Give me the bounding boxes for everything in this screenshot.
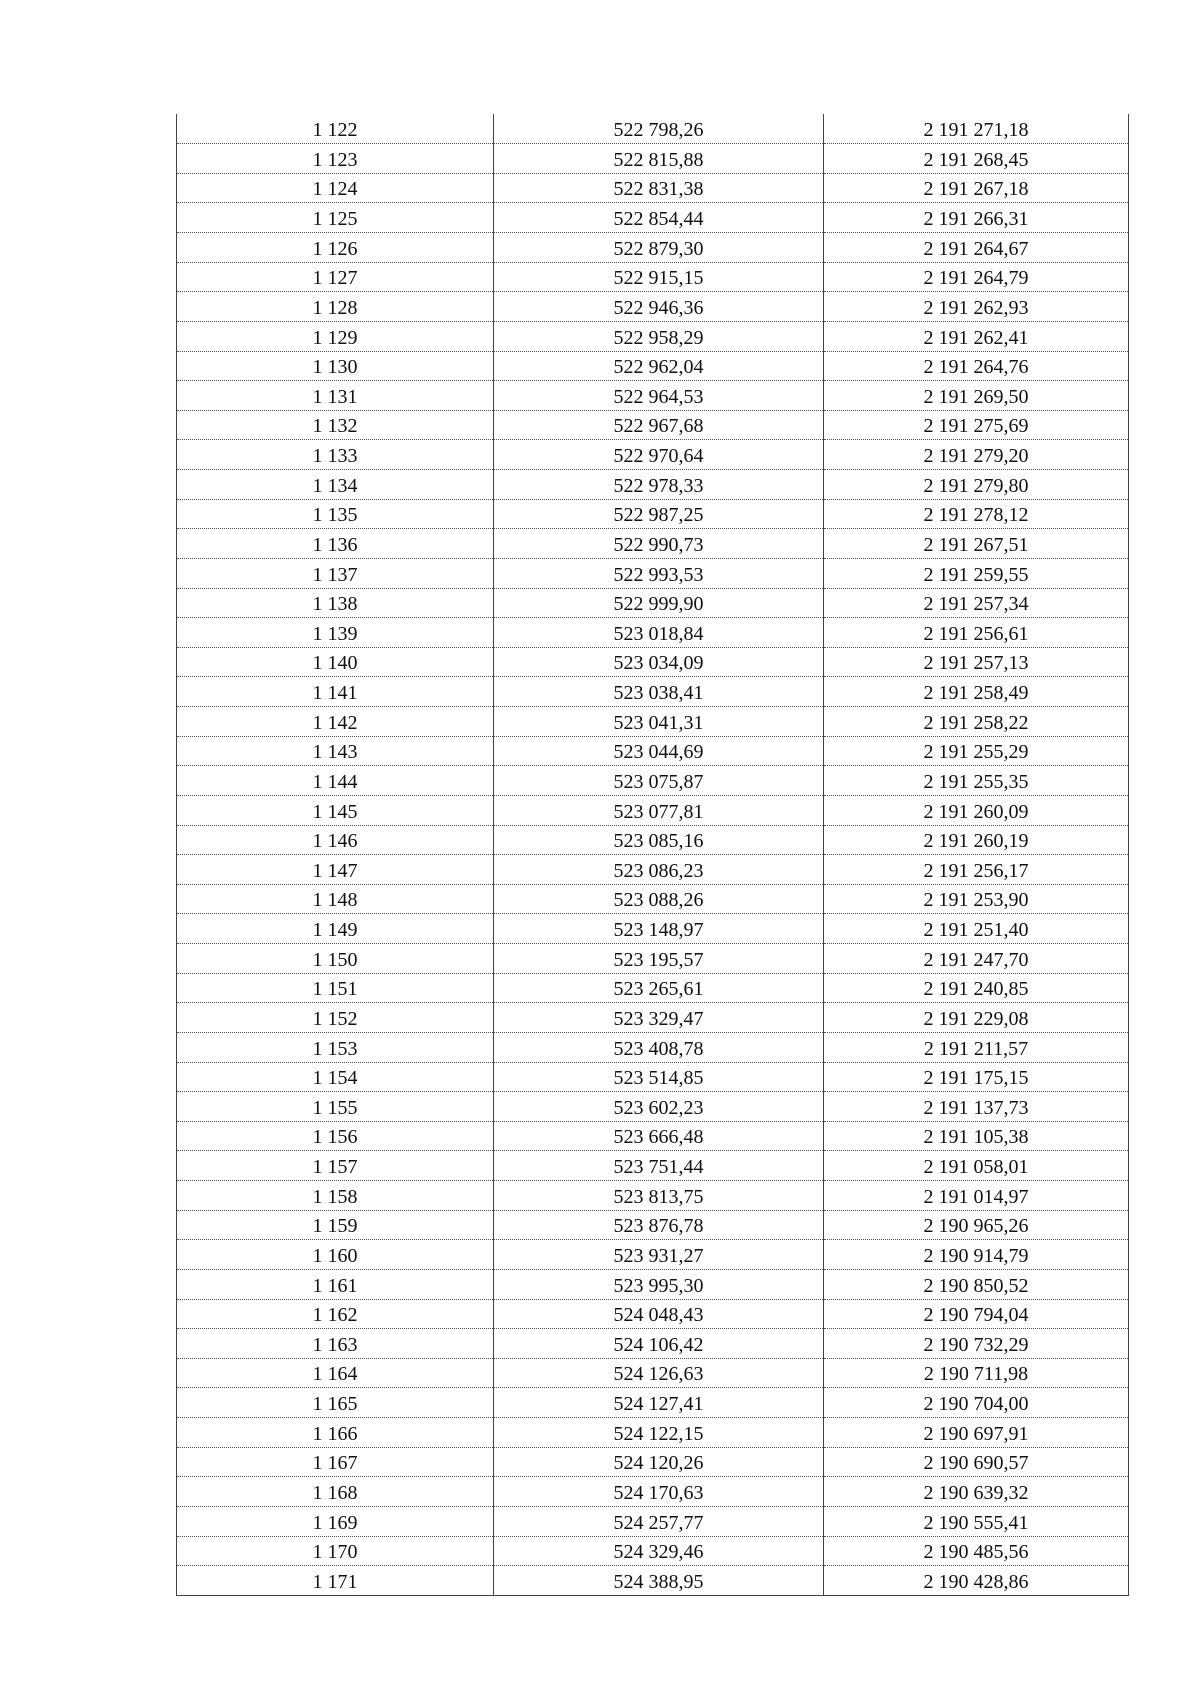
y-coordinate-cell: 2 191 105,38 <box>824 1121 1129 1151</box>
x-coordinate-cell: 523 077,81 <box>494 795 824 825</box>
y-coordinate-cell: 2 191 257,13 <box>824 647 1129 677</box>
x-coordinate-cell: 523 265,61 <box>494 973 824 1003</box>
point-number-cell: 1 151 <box>177 973 494 1003</box>
point-number-cell: 1 170 <box>177 1536 494 1566</box>
point-number-cell: 1 153 <box>177 1032 494 1062</box>
table-row <box>177 766 1129 796</box>
point-number-cell: 1 136 <box>177 529 494 559</box>
table-row <box>177 529 1129 559</box>
y-coordinate-cell: 2 190 704,00 <box>824 1388 1129 1418</box>
table-row <box>177 588 1129 618</box>
point-number-cell: 1 134 <box>177 470 494 500</box>
table-row <box>177 736 1129 766</box>
x-coordinate-cell: 524 170,63 <box>494 1477 824 1507</box>
x-coordinate-cell: 523 602,23 <box>494 1092 824 1122</box>
x-coordinate-cell: 523 329,47 <box>494 1003 824 1033</box>
coordinates-table-body <box>177 114 1129 1595</box>
point-number-cell: 1 133 <box>177 440 494 470</box>
point-number-cell: 1 145 <box>177 795 494 825</box>
table-row <box>177 381 1129 411</box>
x-coordinate-cell: 524 127,41 <box>494 1388 824 1418</box>
x-coordinate-cell: 523 086,23 <box>494 855 824 885</box>
table-row <box>177 1329 1129 1359</box>
point-number-cell: 1 138 <box>177 588 494 618</box>
point-number-cell: 1 168 <box>177 1477 494 1507</box>
x-coordinate-cell: 522 946,36 <box>494 292 824 322</box>
y-coordinate-cell: 2 191 269,50 <box>824 381 1129 411</box>
x-coordinate-cell: 523 148,97 <box>494 914 824 944</box>
table-row <box>177 1240 1129 1270</box>
x-coordinate-cell: 524 126,63 <box>494 1358 824 1388</box>
x-coordinate-cell: 522 798,26 <box>494 114 824 144</box>
y-coordinate-cell: 2 190 690,57 <box>824 1447 1129 1477</box>
table-row <box>177 973 1129 1003</box>
table-row <box>177 795 1129 825</box>
x-coordinate-cell: 524 120,26 <box>494 1447 824 1477</box>
point-number-cell: 1 162 <box>177 1299 494 1329</box>
point-number-cell: 1 131 <box>177 381 494 411</box>
table-row <box>177 558 1129 588</box>
x-coordinate-cell: 522 970,64 <box>494 440 824 470</box>
table-row <box>177 292 1129 322</box>
x-coordinate-cell: 524 257,77 <box>494 1506 824 1536</box>
y-coordinate-cell: 2 190 697,91 <box>824 1418 1129 1448</box>
x-coordinate-cell: 522 854,44 <box>494 203 824 233</box>
y-coordinate-cell: 2 190 711,98 <box>824 1358 1129 1388</box>
table-row <box>177 825 1129 855</box>
y-coordinate-cell: 2 191 264,79 <box>824 262 1129 292</box>
x-coordinate-cell: 523 408,78 <box>494 1032 824 1062</box>
point-number-cell: 1 150 <box>177 944 494 974</box>
y-coordinate-cell: 2 191 264,76 <box>824 351 1129 381</box>
table-row <box>177 1003 1129 1033</box>
y-coordinate-cell: 2 190 850,52 <box>824 1269 1129 1299</box>
x-coordinate-cell: 524 388,95 <box>494 1566 824 1596</box>
x-coordinate-cell: 522 990,73 <box>494 529 824 559</box>
y-coordinate-cell: 2 191 014,97 <box>824 1181 1129 1211</box>
y-coordinate-cell: 2 191 262,93 <box>824 292 1129 322</box>
point-number-cell: 1 130 <box>177 351 494 381</box>
table-row <box>177 1299 1129 1329</box>
point-number-cell: 1 124 <box>177 173 494 203</box>
x-coordinate-cell: 524 122,15 <box>494 1418 824 1448</box>
x-coordinate-cell: 523 018,84 <box>494 618 824 648</box>
point-number-cell: 1 122 <box>177 114 494 144</box>
table-row <box>177 1151 1129 1181</box>
point-number-cell: 1 139 <box>177 618 494 648</box>
point-number-cell: 1 140 <box>177 647 494 677</box>
table-row <box>177 855 1129 885</box>
y-coordinate-cell: 2 191 258,22 <box>824 707 1129 737</box>
x-coordinate-cell: 522 958,29 <box>494 321 824 351</box>
table-row <box>177 351 1129 381</box>
point-number-cell: 1 135 <box>177 499 494 529</box>
y-coordinate-cell: 2 190 485,56 <box>824 1536 1129 1566</box>
table-row <box>177 618 1129 648</box>
x-coordinate-cell: 522 999,90 <box>494 588 824 618</box>
point-number-cell: 1 169 <box>177 1506 494 1536</box>
y-coordinate-cell: 2 191 279,20 <box>824 440 1129 470</box>
point-number-cell: 1 125 <box>177 203 494 233</box>
x-coordinate-cell: 523 038,41 <box>494 677 824 707</box>
table-row <box>177 470 1129 500</box>
point-number-cell: 1 148 <box>177 884 494 914</box>
table-row <box>177 440 1129 470</box>
x-coordinate-cell: 524 106,42 <box>494 1329 824 1359</box>
x-coordinate-cell: 522 964,53 <box>494 381 824 411</box>
point-number-cell: 1 147 <box>177 855 494 885</box>
point-number-cell: 1 161 <box>177 1269 494 1299</box>
point-number-cell: 1 160 <box>177 1240 494 1270</box>
point-number-cell: 1 165 <box>177 1388 494 1418</box>
point-number-cell: 1 127 <box>177 262 494 292</box>
point-number-cell: 1 137 <box>177 558 494 588</box>
x-coordinate-cell: 523 751,44 <box>494 1151 824 1181</box>
x-coordinate-cell: 522 967,68 <box>494 410 824 440</box>
y-coordinate-cell: 2 191 229,08 <box>824 1003 1129 1033</box>
y-coordinate-cell: 2 191 279,80 <box>824 470 1129 500</box>
x-coordinate-cell: 522 962,04 <box>494 351 824 381</box>
x-coordinate-cell: 524 329,46 <box>494 1536 824 1566</box>
point-number-cell: 1 129 <box>177 321 494 351</box>
point-number-cell: 1 152 <box>177 1003 494 1033</box>
point-number-cell: 1 126 <box>177 233 494 263</box>
y-coordinate-cell: 2 191 255,29 <box>824 736 1129 766</box>
table-row <box>177 410 1129 440</box>
table-row <box>177 1388 1129 1418</box>
y-coordinate-cell: 2 191 260,09 <box>824 795 1129 825</box>
y-coordinate-cell: 2 191 268,45 <box>824 144 1129 174</box>
table-row <box>177 1536 1129 1566</box>
point-number-cell: 1 149 <box>177 914 494 944</box>
table-row <box>177 1447 1129 1477</box>
point-number-cell: 1 154 <box>177 1062 494 1092</box>
table-row <box>177 1418 1129 1448</box>
y-coordinate-cell: 2 190 639,32 <box>824 1477 1129 1507</box>
x-coordinate-cell: 522 915,15 <box>494 262 824 292</box>
y-coordinate-cell: 2 190 794,04 <box>824 1299 1129 1329</box>
x-coordinate-cell: 523 085,16 <box>494 825 824 855</box>
y-coordinate-cell: 2 190 965,26 <box>824 1210 1129 1240</box>
y-coordinate-cell: 2 191 211,57 <box>824 1032 1129 1062</box>
y-coordinate-cell: 2 190 914,79 <box>824 1240 1129 1270</box>
x-coordinate-cell: 523 931,27 <box>494 1240 824 1270</box>
y-coordinate-cell: 2 191 256,17 <box>824 855 1129 885</box>
y-coordinate-cell: 2 191 266,31 <box>824 203 1129 233</box>
y-coordinate-cell: 2 191 058,01 <box>824 1151 1129 1181</box>
y-coordinate-cell: 2 191 275,69 <box>824 410 1129 440</box>
point-number-cell: 1 155 <box>177 1092 494 1122</box>
table-row <box>177 914 1129 944</box>
y-coordinate-cell: 2 191 175,15 <box>824 1062 1129 1092</box>
x-coordinate-cell: 522 993,53 <box>494 558 824 588</box>
y-coordinate-cell: 2 191 278,12 <box>824 499 1129 529</box>
table-row <box>177 1566 1129 1596</box>
y-coordinate-cell: 2 191 271,18 <box>824 114 1129 144</box>
y-coordinate-cell: 2 191 267,51 <box>824 529 1129 559</box>
x-coordinate-cell: 523 876,78 <box>494 1210 824 1240</box>
x-coordinate-cell: 522 978,33 <box>494 470 824 500</box>
y-coordinate-cell: 2 191 259,55 <box>824 558 1129 588</box>
point-number-cell: 1 167 <box>177 1447 494 1477</box>
point-number-cell: 1 156 <box>177 1121 494 1151</box>
x-coordinate-cell: 523 995,30 <box>494 1269 824 1299</box>
point-number-cell: 1 141 <box>177 677 494 707</box>
table-row <box>177 1477 1129 1507</box>
table-row <box>177 1062 1129 1092</box>
point-number-cell: 1 164 <box>177 1358 494 1388</box>
y-coordinate-cell: 2 191 247,70 <box>824 944 1129 974</box>
point-number-cell: 1 163 <box>177 1329 494 1359</box>
table-row <box>177 677 1129 707</box>
table-row <box>177 707 1129 737</box>
y-coordinate-cell: 2 191 260,19 <box>824 825 1129 855</box>
point-number-cell: 1 143 <box>177 736 494 766</box>
table-row <box>177 647 1129 677</box>
coordinates-table <box>176 114 1129 1596</box>
table-row <box>177 1210 1129 1240</box>
table-row <box>177 499 1129 529</box>
point-number-cell: 1 166 <box>177 1418 494 1448</box>
y-coordinate-cell: 2 191 258,49 <box>824 677 1129 707</box>
x-coordinate-cell: 523 075,87 <box>494 766 824 796</box>
table-row <box>177 203 1129 233</box>
y-coordinate-cell: 2 191 137,73 <box>824 1092 1129 1122</box>
y-coordinate-cell: 2 190 732,29 <box>824 1329 1129 1359</box>
x-coordinate-cell: 522 815,88 <box>494 144 824 174</box>
x-coordinate-cell: 524 048,43 <box>494 1299 824 1329</box>
y-coordinate-cell: 2 191 255,35 <box>824 766 1129 796</box>
table-row <box>177 1506 1129 1536</box>
x-coordinate-cell: 522 879,30 <box>494 233 824 263</box>
y-coordinate-cell: 2 191 253,90 <box>824 884 1129 914</box>
y-coordinate-cell: 2 190 555,41 <box>824 1506 1129 1536</box>
point-number-cell: 1 132 <box>177 410 494 440</box>
y-coordinate-cell: 2 191 267,18 <box>824 173 1129 203</box>
point-number-cell: 1 157 <box>177 1151 494 1181</box>
x-coordinate-cell: 523 813,75 <box>494 1181 824 1211</box>
point-number-cell: 1 142 <box>177 707 494 737</box>
point-number-cell: 1 144 <box>177 766 494 796</box>
y-coordinate-cell: 2 191 256,61 <box>824 618 1129 648</box>
y-coordinate-cell: 2 191 257,34 <box>824 588 1129 618</box>
y-coordinate-cell: 2 191 240,85 <box>824 973 1129 1003</box>
x-coordinate-cell: 523 044,69 <box>494 736 824 766</box>
x-coordinate-cell: 523 034,09 <box>494 647 824 677</box>
x-coordinate-cell: 523 666,48 <box>494 1121 824 1151</box>
table-row <box>177 884 1129 914</box>
table-row <box>177 944 1129 974</box>
x-coordinate-cell: 523 195,57 <box>494 944 824 974</box>
x-coordinate-cell: 522 831,38 <box>494 173 824 203</box>
x-coordinate-cell: 522 987,25 <box>494 499 824 529</box>
x-coordinate-cell: 523 088,26 <box>494 884 824 914</box>
table-row <box>177 1269 1129 1299</box>
x-coordinate-cell: 523 041,31 <box>494 707 824 737</box>
point-number-cell: 1 128 <box>177 292 494 322</box>
point-number-cell: 1 171 <box>177 1566 494 1596</box>
y-coordinate-cell: 2 191 264,67 <box>824 233 1129 263</box>
y-coordinate-cell: 2 190 428,86 <box>824 1566 1129 1596</box>
table-row <box>177 1121 1129 1151</box>
y-coordinate-cell: 2 191 251,40 <box>824 914 1129 944</box>
table-row <box>177 262 1129 292</box>
point-number-cell: 1 123 <box>177 144 494 174</box>
point-number-cell: 1 159 <box>177 1210 494 1240</box>
table-row <box>177 233 1129 263</box>
point-number-cell: 1 146 <box>177 825 494 855</box>
table-row <box>177 114 1129 144</box>
table-row <box>177 1092 1129 1122</box>
table-row <box>177 1032 1129 1062</box>
point-number-cell: 1 158 <box>177 1181 494 1211</box>
table-row <box>177 144 1129 174</box>
table-row <box>177 173 1129 203</box>
table-row <box>177 1358 1129 1388</box>
table-row <box>177 1181 1129 1211</box>
table-row <box>177 321 1129 351</box>
x-coordinate-cell: 523 514,85 <box>494 1062 824 1092</box>
y-coordinate-cell: 2 191 262,41 <box>824 321 1129 351</box>
